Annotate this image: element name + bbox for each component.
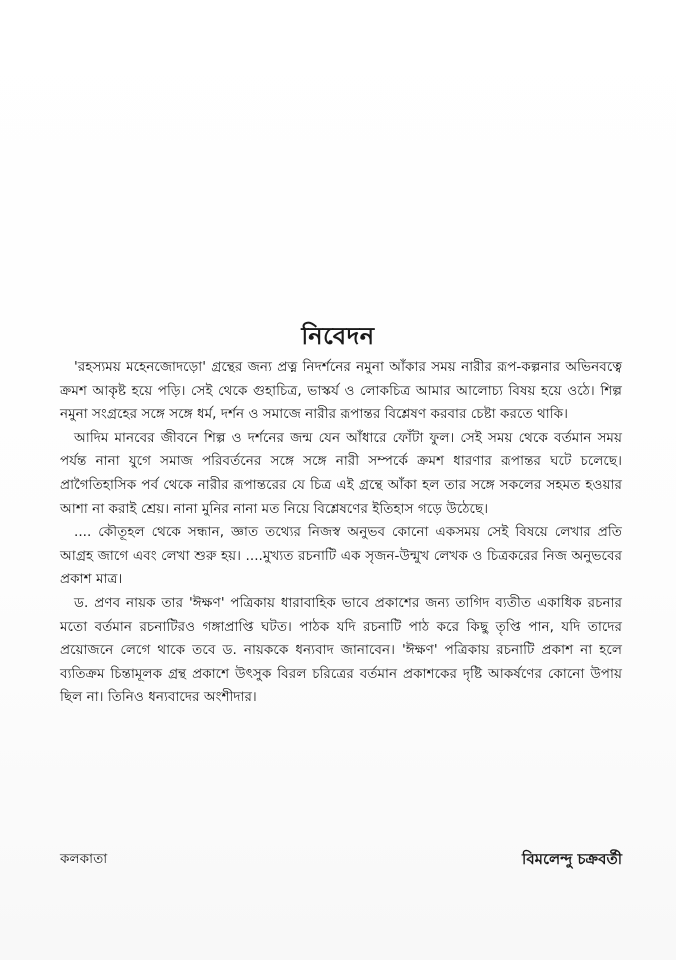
paragraph-2: আদিম মানবের জীবনে শিল্প ও দর্শনের জন্ম যেন আঁধারে ফোঁটা ফুল। সেই সময় থেকে বর্তমান সময় পর্যন্ত নানা যুগে সমাজ পরিবর্তনের সঙ্গে সঙ্গে নারী সম্পর্কে ক্রমশ ধারণার রূপান্তর ঘটে চলেছে। প্রাগৈতিহাসিক পর্ব থেকে নারীর রূপান্তরের যে চিত্র এই গ্রন্থে আঁকা হল তার সঙ্গে সকলের সহমত হওয়ার আশা না করাই শ্রেয়। নানা মুনির নানা মত নিয়ে বিশ্লেষণের ইতিহাস গড়ে উঠেছে। (60, 429, 622, 517)
paragraph-4: ড. প্রণব নায়ক তার 'ঈক্ষণ' পত্রিকায় ধারাবাহিক ভাবে প্রকাশের জন্য তাগিদ ব্যতীত একাধিক রচনার মতো বর্তমান রচনাটিরও গঙ্গাপ্রাপ্তি ঘটত। পাঠক যদি রচনাটি পাঠ করে কিছু তৃপ্তি পান, যদি তাদের প্রয়োজনে লেগে থাকে তবে ড. নায়ককে ধন্যবাদ জানাবেন। 'ঈক্ষণ' পত্রিকায় রচনাটি প্রকাশ না হলে ব্যতিক্রম চিন্তামূলক গ্রন্থ প্রকাশে উৎসুক বিরল চরিত্রের বর্তমান প্রকাশকের দৃষ্টি আকর্ষণের কোনো উপায় ছিল না। তিনিও ধন্যবাদের অংশীদার। (60, 594, 622, 706)
paragraph-3: .... কৌতূহল থেকে সন্ধান, জ্ঞাত তথ্যের নিজস্ব অনুভব কোনো একসময় সেই বিষয়ে লেখার প্রতি আগ্রহ জাগে এবং লেখা শুরু হয়। ....মুখ্যত রচনাটি এক সৃজন-উন্মুখ লেখক ও চিত্রকরের নিজ অনুভবের প্রকাশ মাত্র। (60, 524, 622, 588)
author-name: বিমলেন্দু চক্রবর্তী (522, 850, 622, 868)
page-title: নিবেদন (301, 322, 375, 350)
document-body (60, 356, 622, 710)
place-label: কলকাতা (60, 851, 108, 867)
paragraph-1: 'রহস্যময় মহেনজোদড়ো' গ্রন্থের জন্য প্রত্ন নিদর্শনের নমুনা আঁকার সময় নারীর রূপ-কল্পনার অভিনবত্বে ক্রমশ আকৃষ্ট হয়ে পড়ি। সেই থেকে গুহাচিত্র, ভাস্কর্য ও লোকচিত্র আমার আলোচ্য বিষয় হয়ে ওঠে। শিল্প নমুনা সংগ্রহের সঙ্গে সঙ্গে ধর্ম, দর্শন ও সমাজে নারীর রূপান্তর বিশ্লেষণ করবার চেষ্টা করতে থাকি। (60, 359, 622, 423)
signature-block (60, 848, 622, 874)
